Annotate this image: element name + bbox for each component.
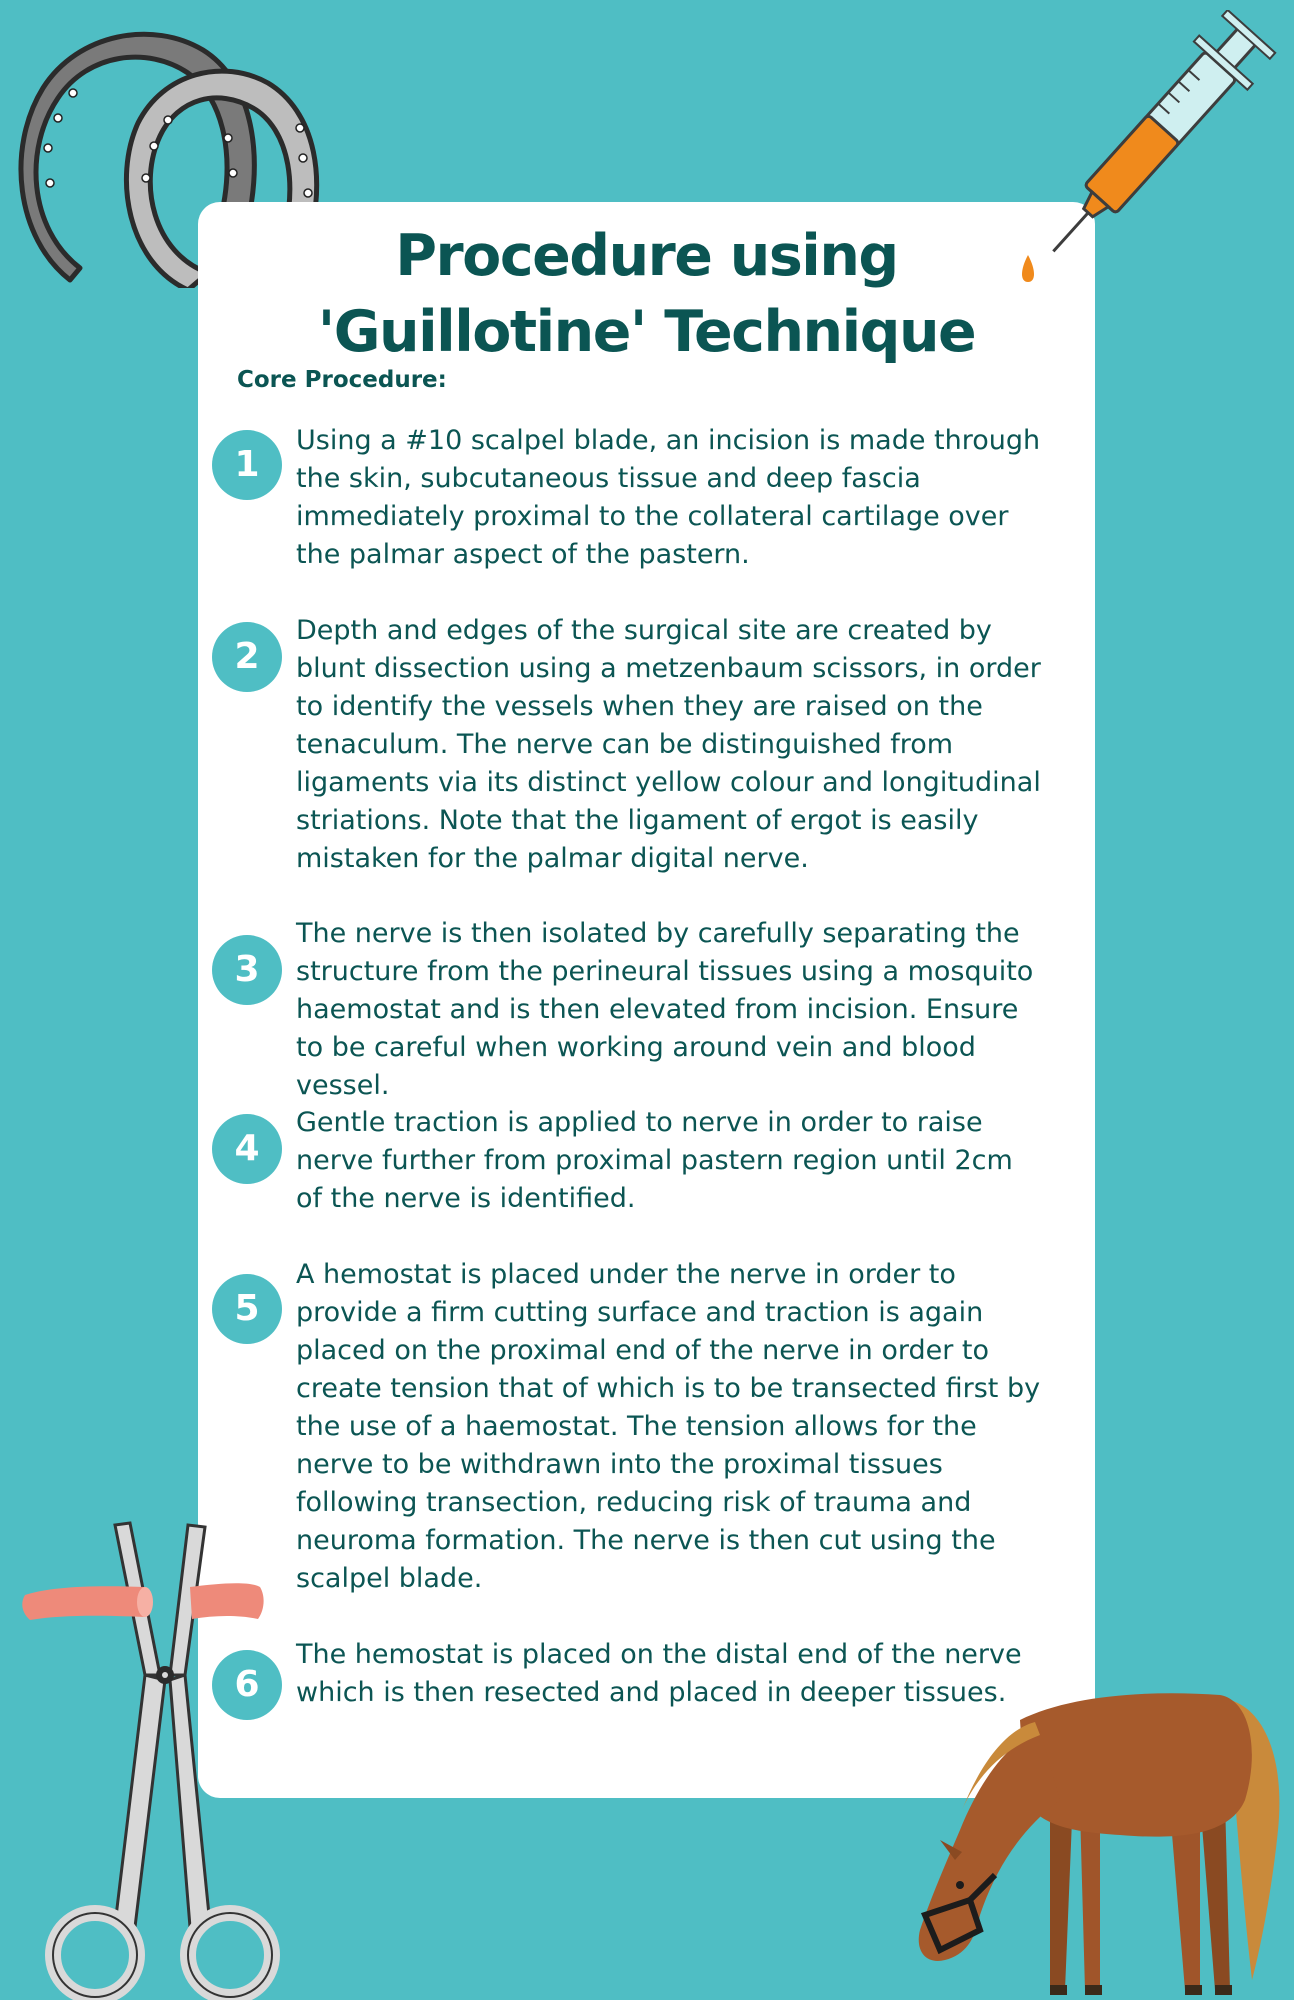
- step-text: Gentle traction is applied to nerve in order to raise nerve further from proximal pastern region until 2cm of the nerve is identified.: [296, 1107, 1013, 1214]
- step-text: Depth and edges of the surgical site are created by blunt dissection using a metzenbaum scissors, in order to identify the vessels when they are raised on the tenaculum. The nerve can be distinguished from ligaments via its distinct yellow colour and longitudinal striations. Note that the ligament of ergot is easily mistaken for the palmar digital nerve.: [296, 615, 1041, 874]
- section-subtitle: Core Procedure:: [237, 367, 447, 393]
- page-title-line-2: 'Guillotine' Technique: [317, 299, 976, 365]
- step-number-badge: 6: [212, 1650, 282, 1720]
- page-title: [198, 218, 1095, 370]
- step-number-badge: 5: [212, 1274, 282, 1344]
- step-text: The nerve is then isolated by carefully separating the structure from the perineural tissues using a mosquito haemostat and is then elevated from incision. Ensure to be careful when working around vein and blood vessel.: [296, 918, 1034, 1101]
- page-title-line-1: Procedure using: [395, 223, 898, 289]
- step-text: The hemostat is placed on the distal end of the nerve which is then resected and placed in deeper tissues.: [296, 1639, 1022, 1708]
- horse-icon: [900, 1660, 1294, 2000]
- step-number-badge: 4: [212, 1114, 282, 1184]
- step-text: Using a #10 scalpel blade, an incision is made through the skin, subcutaneous tissue and deep fascia immediately proximal to the collateral cartilage over the palmar aspect of the pastern.: [296, 425, 1041, 570]
- step-number-badge: 3: [212, 935, 282, 1005]
- step-number-badge: 2: [212, 622, 282, 692]
- surgical-scissors-icon: [20, 1515, 300, 2000]
- step-text: A hemostat is placed under the nerve in order to provide a firm cutting surface and traction is again placed on the proximal end of the nerve in order to create tension that of which is to be transected first by the use of a haemostat. The tension allows for the nerve to be withdrawn into the proximal tissues following transection, reducing risk of trauma and neuroma formation. The nerve is then cut using the scalpel blade.: [296, 1259, 1041, 1594]
- step-number-badge: 1: [212, 430, 282, 500]
